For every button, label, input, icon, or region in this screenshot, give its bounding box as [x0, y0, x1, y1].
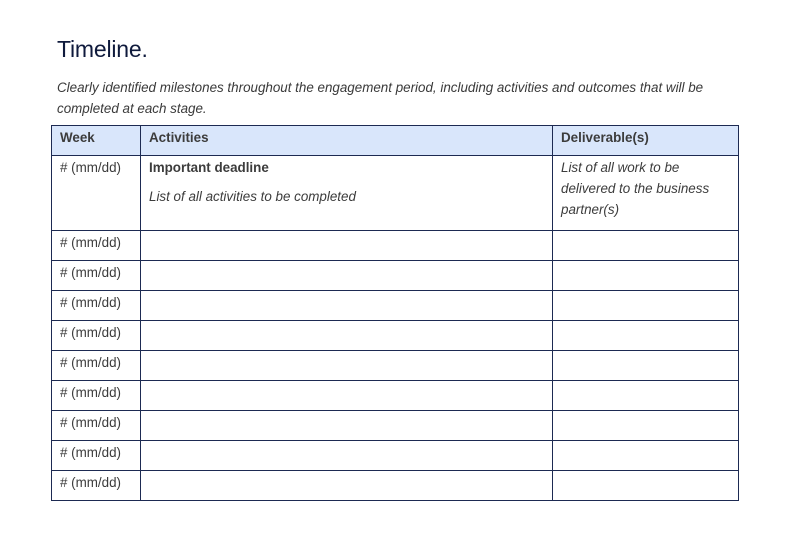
header-week: Week	[52, 126, 141, 156]
activities-cell	[141, 441, 553, 471]
table-row	[52, 381, 739, 411]
deliverables-cell	[553, 291, 739, 321]
deliverables-cell	[553, 321, 739, 351]
week-cell: # (mm/dd)	[52, 231, 141, 261]
week-cell: # (mm/dd)	[52, 261, 141, 291]
activities-cell	[141, 471, 553, 501]
deliverables-description: List of all work to be delivered to the business partner(s)	[561, 160, 710, 217]
activities-cell	[141, 291, 553, 321]
timeline-table	[51, 125, 739, 501]
week-cell: # (mm/dd)	[52, 411, 141, 441]
table-row	[52, 441, 739, 471]
activities-cell	[141, 321, 553, 351]
deliverables-cell	[553, 471, 739, 501]
table-row	[52, 291, 739, 321]
table-row	[52, 351, 739, 381]
table-row	[52, 471, 739, 501]
table-row	[52, 156, 739, 231]
week-cell: # (mm/dd)	[52, 471, 141, 501]
activities-cell	[141, 351, 553, 381]
page-title: Timeline.	[57, 36, 148, 62]
activities-cell	[141, 261, 553, 291]
deadline-label: Important deadline	[149, 160, 269, 175]
week-cell: # (mm/dd)	[52, 156, 141, 231]
week-cell: # (mm/dd)	[52, 291, 141, 321]
deliverables-cell	[553, 411, 739, 441]
week-cell: # (mm/dd)	[52, 321, 141, 351]
deliverables-cell	[553, 381, 739, 411]
activities-description: List of all activities to be completed	[149, 189, 356, 204]
table-row	[52, 411, 739, 441]
table-row	[52, 231, 739, 261]
header-deliverables: Deliverable(s)	[553, 126, 739, 156]
activities-cell	[141, 411, 553, 441]
activities-cell	[141, 231, 553, 261]
deliverables-cell	[553, 351, 739, 381]
deliverables-cell	[553, 231, 739, 261]
deliverables-cell	[553, 441, 739, 471]
table-row	[52, 321, 739, 351]
deliverables-cell	[553, 261, 739, 291]
deliverables-cell	[553, 156, 739, 231]
table-header-row	[52, 126, 739, 156]
activities-cell	[141, 156, 553, 231]
table-row	[52, 261, 739, 291]
intro-text: Clearly identified milestones throughout the engagement period, including activities and outcomes that will be completed at each stage.	[57, 80, 704, 116]
week-cell: # (mm/dd)	[52, 351, 141, 381]
header-activities: Activities	[141, 126, 553, 156]
activities-cell	[141, 381, 553, 411]
week-cell: # (mm/dd)	[52, 441, 141, 471]
table-body	[52, 156, 739, 501]
week-cell: # (mm/dd)	[52, 381, 141, 411]
